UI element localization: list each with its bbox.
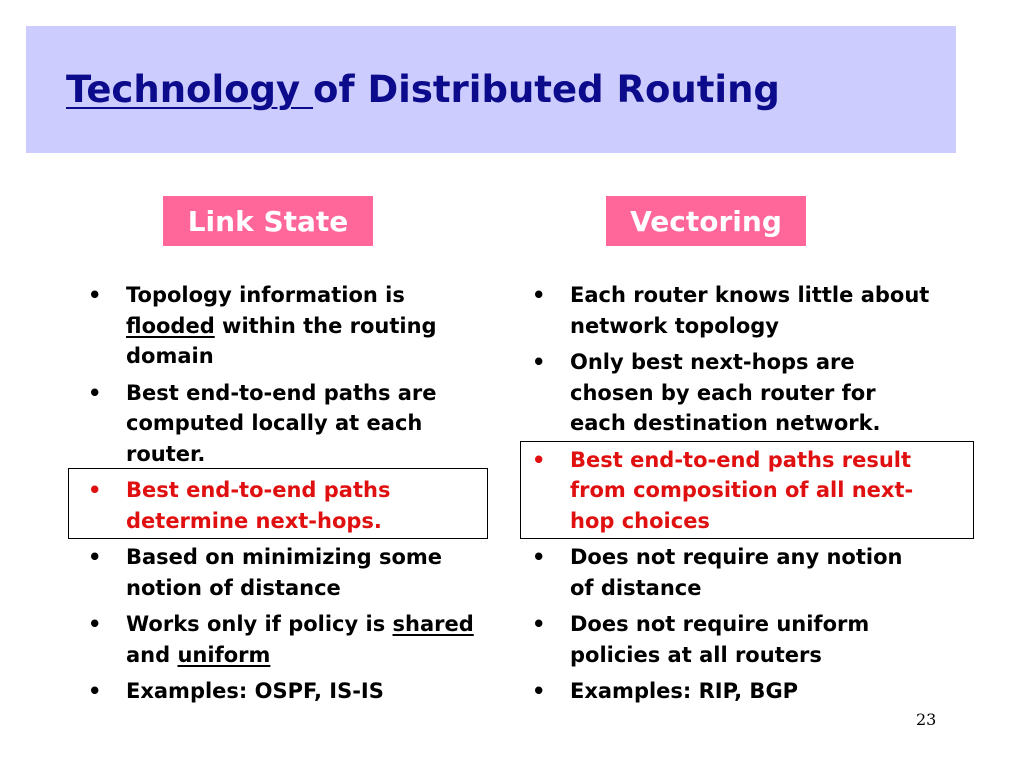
list-item: • Best end-to-end paths are computed locally at each router. bbox=[88, 378, 488, 470]
bullet: • bbox=[532, 545, 546, 569]
slide-title bbox=[66, 68, 780, 111]
bullet: • bbox=[88, 380, 102, 405]
list-item: • Does not require uniform policies at all routers bbox=[532, 609, 932, 670]
bullet: • bbox=[88, 679, 102, 703]
list-item: • Only best next-hops are chosen by each router for each destination network. bbox=[532, 347, 932, 439]
bullet: • bbox=[88, 612, 102, 636]
header-link-state: Link State bbox=[163, 196, 373, 246]
list-item: • Each router knows little about network topology bbox=[532, 280, 932, 341]
bullet: • bbox=[88, 283, 102, 307]
bullet: • bbox=[532, 679, 546, 703]
list-item-highlighted: • Best end-to-end paths determine next-hops. bbox=[88, 475, 488, 536]
list-item: • Works only if policy is shared and uniform bbox=[88, 609, 488, 670]
list-item: • Examples: RIP, BGP bbox=[532, 676, 932, 707]
bullet: • bbox=[532, 283, 546, 307]
bullet: • bbox=[532, 612, 546, 636]
page-number: 23 bbox=[916, 710, 937, 729]
list-item-highlighted: • Best end-to-end paths result from composition of all next-hop choices bbox=[532, 445, 932, 537]
bullet: • bbox=[532, 350, 546, 374]
list-item: • Does not require any notion of distance bbox=[532, 542, 932, 603]
underlined-word: flooded bbox=[126, 313, 215, 338]
bullet: • bbox=[532, 447, 546, 472]
title-underlined-part: Technology bbox=[66, 68, 314, 111]
vectoring-list bbox=[532, 280, 932, 713]
list-item: • Topology information is flooded within the routing domain bbox=[88, 280, 488, 372]
link-state-list bbox=[88, 280, 488, 713]
underlined-word: shared bbox=[392, 612, 474, 636]
underlined-word: uniform bbox=[177, 642, 271, 667]
list-item: • Examples: OSPF, IS-IS bbox=[88, 676, 488, 707]
bullet: • bbox=[88, 545, 102, 569]
title-rest: of Distributed Routing bbox=[313, 68, 780, 111]
bullet: • bbox=[88, 478, 102, 502]
list-item: • Based on minimizing some notion of distance bbox=[88, 542, 488, 603]
header-vectoring: Vectoring bbox=[606, 196, 806, 246]
